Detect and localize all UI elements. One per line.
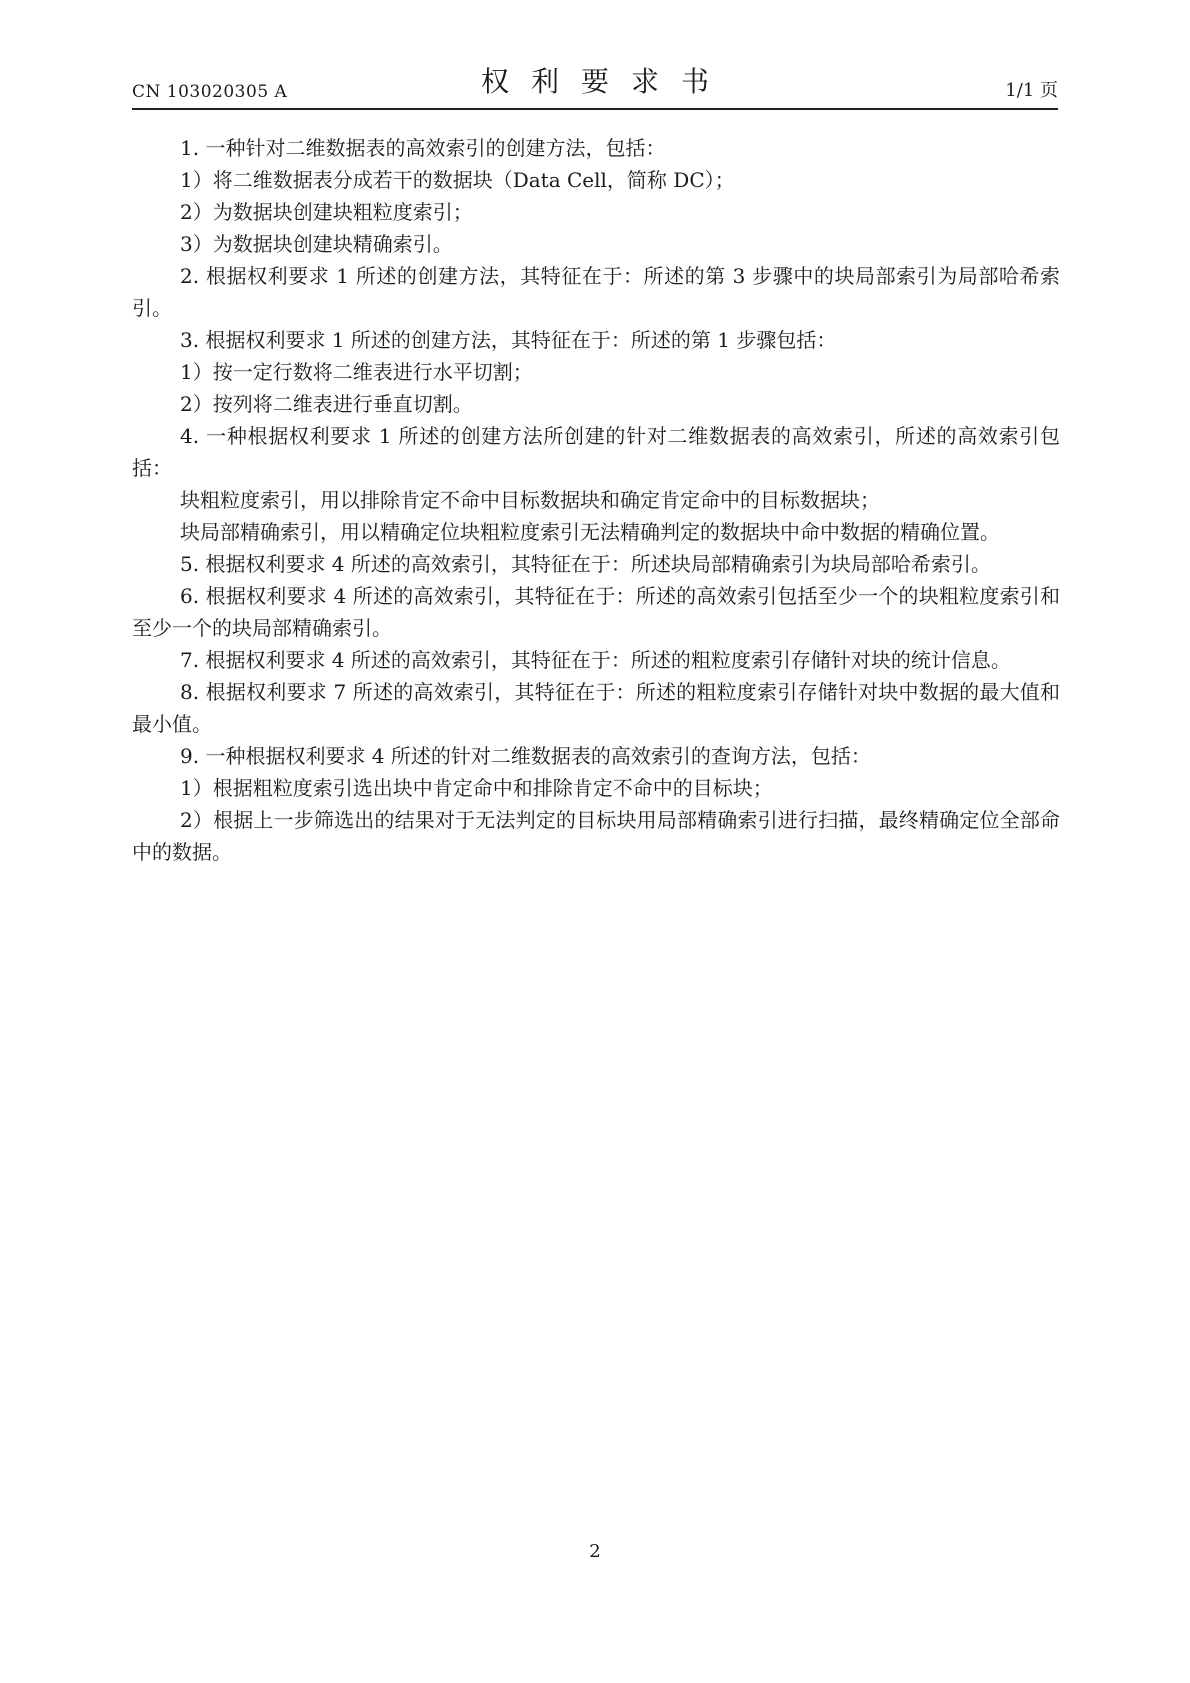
claim-paragraph: 3. 根据权利要求 1 所述的创建方法，其特征在于：所述的第 1 步骤包括：: [180, 328, 837, 352]
claim-paragraph: 7. 根据权利要求 4 所述的高效索引，其特征在于：所述的粗粒度索引存储针对块的统计信息。: [180, 648, 1011, 672]
claim-paragraph: 5. 根据权利要求 4 所述的高效索引，其特征在于：所述块局部精确索引为块局部哈希索引。: [180, 552, 991, 576]
page-indicator: 1/1 页: [1005, 80, 1058, 101]
claim-paragraph: 2. 根据权利要求 1 所述的创建方法，其特征在于：所述的第 3 步骤中的块局部索引为局部哈希索引。: [132, 264, 1060, 320]
claim-paragraph: 2）按列将二维表进行垂直切割。: [180, 392, 473, 416]
claim-paragraph: 9. 一种根据权利要求 4 所述的针对二维数据表的高效索引的查询方法，包括：: [180, 744, 871, 768]
claim-paragraph: 4. 一种根据权利要求 1 所述的创建方法所创建的针对二维数据表的高效索引，所述的高效索引包括：: [132, 424, 1060, 480]
claim-paragraph: 6. 根据权利要求 4 所述的高效索引，其特征在于：所述的高效索引包括至少一个的块粗粒度索引和至少一个的块局部精确索引。: [132, 584, 1060, 640]
claim-paragraph: 3）为数据块创建块精确索引。: [180, 232, 453, 256]
claim-paragraph: 2）根据上一步筛选出的结果对于无法判定的目标块用局部精确索引进行扫描，最终精确定位全部命中的数据。: [132, 808, 1060, 864]
claim-paragraph: 1）将二维数据表分成若干的数据块（Data Cell，简称 DC）；: [180, 168, 735, 192]
document-title: 权利要求书: [480, 65, 731, 98]
claim-paragraph: 8. 根据权利要求 7 所述的高效索引，其特征在于：所述的粗粒度索引存储针对块中数据的最大值和最小值。: [132, 680, 1060, 736]
claim-paragraph: 1. 一种针对二维数据表的高效索引的创建方法，包括：: [180, 136, 666, 160]
claim-paragraph: 2）为数据块创建块粗粒度索引；: [180, 200, 473, 224]
claim-paragraph: 1）根据粗粒度索引选出块中肯定命中和排除肯定不命中的目标块；: [180, 776, 773, 800]
page-number: 2: [589, 1541, 601, 1562]
page-header: [132, 62, 1058, 110]
claims-body: [132, 132, 1060, 868]
claim-paragraph: 块粗粒度索引，用以排除肯定不命中目标数据块和确定肯定命中的目标数据块；: [180, 488, 880, 512]
publication-number: CN 103020305 A: [132, 82, 288, 102]
claim-paragraph: 1）按一定行数将二维表进行水平切割；: [180, 360, 533, 384]
claim-paragraph: 块局部精确索引，用以精确定位块粗粒度索引无法精确判定的数据块中命中数据的精确位置。: [180, 520, 1000, 544]
